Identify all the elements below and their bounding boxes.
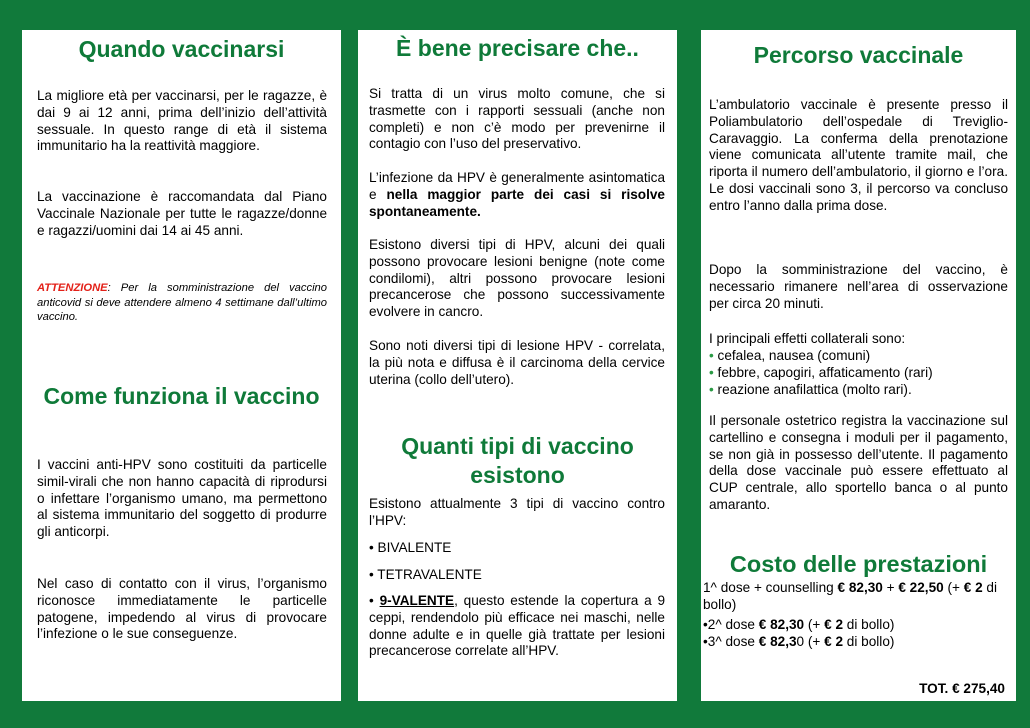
vaccine-type-tetravalente: • TETRAVALENTE (369, 567, 482, 582)
panel-left (22, 30, 341, 701)
cost-line-1: 1^ dose + counselling € 82,30 + € 22,50 (+ € 2 di bollo) (703, 580, 997, 612)
paragraph-tipi-hpv: Esistono diversi tipi di HPV, alcuni dei quali possono provocare lesioni benigne (note come condilomi), altri possono provocare lesioni precancerose che possono successivamente evolvere in cancro. (369, 237, 665, 320)
paragraph-eta: La migliore età per vaccinarsi, per le ragazze, è dai 9 ai 12 anni, prima dell’inizio dell’attività sessuale. In questo range di età il sistema immunitario ha la reattività maggiore. (37, 88, 327, 154)
warning-text: : Per la somministrazione del vaccino anticovid si deve attendere almeno 4 settimane dall’ultimo vaccino. (37, 282, 327, 323)
vaccine-type-bivalente: • BIVALENTE (369, 540, 452, 555)
warning-note (37, 281, 327, 325)
bullet: • (709, 365, 714, 380)
effect-item-anafilattica: • reazione anafilattica (molto rari). (709, 382, 912, 397)
heading-costo: Costo delle prestazioni (729, 551, 988, 577)
bullet: • (709, 348, 714, 363)
cost-line-3: •3^ dose € 82,30 (+ € 2 di bollo) (703, 634, 895, 649)
heading-bene-precisare: È bene precisare che.. (396, 35, 639, 61)
bullet: • (369, 567, 374, 582)
infezione-bold: nella maggior parte dei casi si risolve spontaneamente. (369, 186, 665, 219)
paragraph-ambulatorio: L’ambulatorio vaccinale è presente presso il Poliambulatorio dell’ospedale di Treviglio-Caravaggio. La conferma della prenotazione viene comunicata all’utente tramite mail, che riporta il numero dell’ambulatorio, il giorno e l’ora. Le dosi vaccinali sono 3, il percorso va concluso entro l’anno dalla prima dose. (709, 97, 1008, 213)
heading-quando-vaccinarsi: Quando vaccinarsi (78, 36, 285, 62)
bullet: • (369, 593, 374, 608)
nine-valente-label: 9-VALENTE (379, 593, 455, 608)
effect-item-cefalea: • cefalea, nausea (comuni) (709, 348, 871, 363)
paragraph-virus-comune: Si tratta di un virus molto comune, che si trasmette con i rapporti sessuali (anche non completi) e non c’è modo per prevenirne il contagio con l’uso del preservativo. (369, 86, 665, 152)
paragraph-personale: Il personale ostetrico registra la vaccinazione sul cartellino e consegna i moduli per il pagamento, se non già in possesso dell’utente. Il pagamento della dose vaccinale può essere effettuato al CUP centrale, allo sportello banca o al punto amaranto. (709, 413, 1008, 512)
paragraph-infezione (369, 170, 665, 220)
nine-valente-text: , questo estende la copertura a 9 ceppi, rendendolo più efficace nei maschi, nelle donne adulte e in quelle già trattate per lesioni precancerose correlate all’HPV. (369, 593, 665, 659)
heading-come-funziona: Come funziona il vaccino (43, 383, 320, 409)
infezione-text: L’infezione da HPV è generalmente asintomatica e (369, 170, 665, 202)
paragraph-effetti: I principali effetti collaterali sono: (709, 331, 906, 346)
paragraph-contatto-virus: Nel caso di contatto con il virus, l’organismo riconosce immediatamente le particelle patogene, impedendo al virus di provocare l’infezione o le sue conseguenze. (37, 576, 327, 642)
cost-line-2: •2^ dose € 82,30 (+ € 2 di bollo) (703, 617, 895, 632)
paragraph-osservazione: Dopo la somministrazione del vaccino, è necessario rimanere nell’area di osservazione per circa 20 minuti. (709, 262, 1008, 311)
heading-quanti-tipi: Quanti tipi di vaccino esistono (401, 433, 634, 488)
panel-center (358, 30, 677, 701)
bullet: • (369, 540, 374, 555)
total-cost: TOT. € 275,40 (919, 681, 1005, 696)
paragraph-lesione: Sono noti diversi tipi di lesione HPV - correlata, la più nota e diffusa è il carcinoma della cervice uterina (collo dell’utero). (369, 338, 665, 387)
vaccine-type-9-valente (369, 593, 665, 660)
paragraph-raccomandazione: La vaccinazione è raccomandata dal Piano Vaccinale Nazionale per tutte le ragazze/donne e ragazzi/uomini dai 14 ai 45 anni. (37, 189, 327, 238)
warning-label: ATTENZIONE (37, 282, 108, 294)
paragraph-vaccini-anti-hpv: I vaccini anti-HPV sono costituiti da particelle simil-virali che non hanno capacità di riprodursi o infettare l’organismo umano, ma permettono al sistema immunitario del soggetto di produrre gli anticorpi. (37, 457, 327, 540)
bullet: • (709, 382, 714, 397)
paragraph-esistono: Esistono attualmente 3 tipi di vaccino contro l’HPV: (369, 496, 665, 528)
heading-percorso-vaccinale: Percorso vaccinale (753, 42, 964, 68)
effect-item-febbre: • febbre, capogiri, affaticamento (rari) (709, 365, 933, 380)
panel-right (701, 30, 1016, 701)
